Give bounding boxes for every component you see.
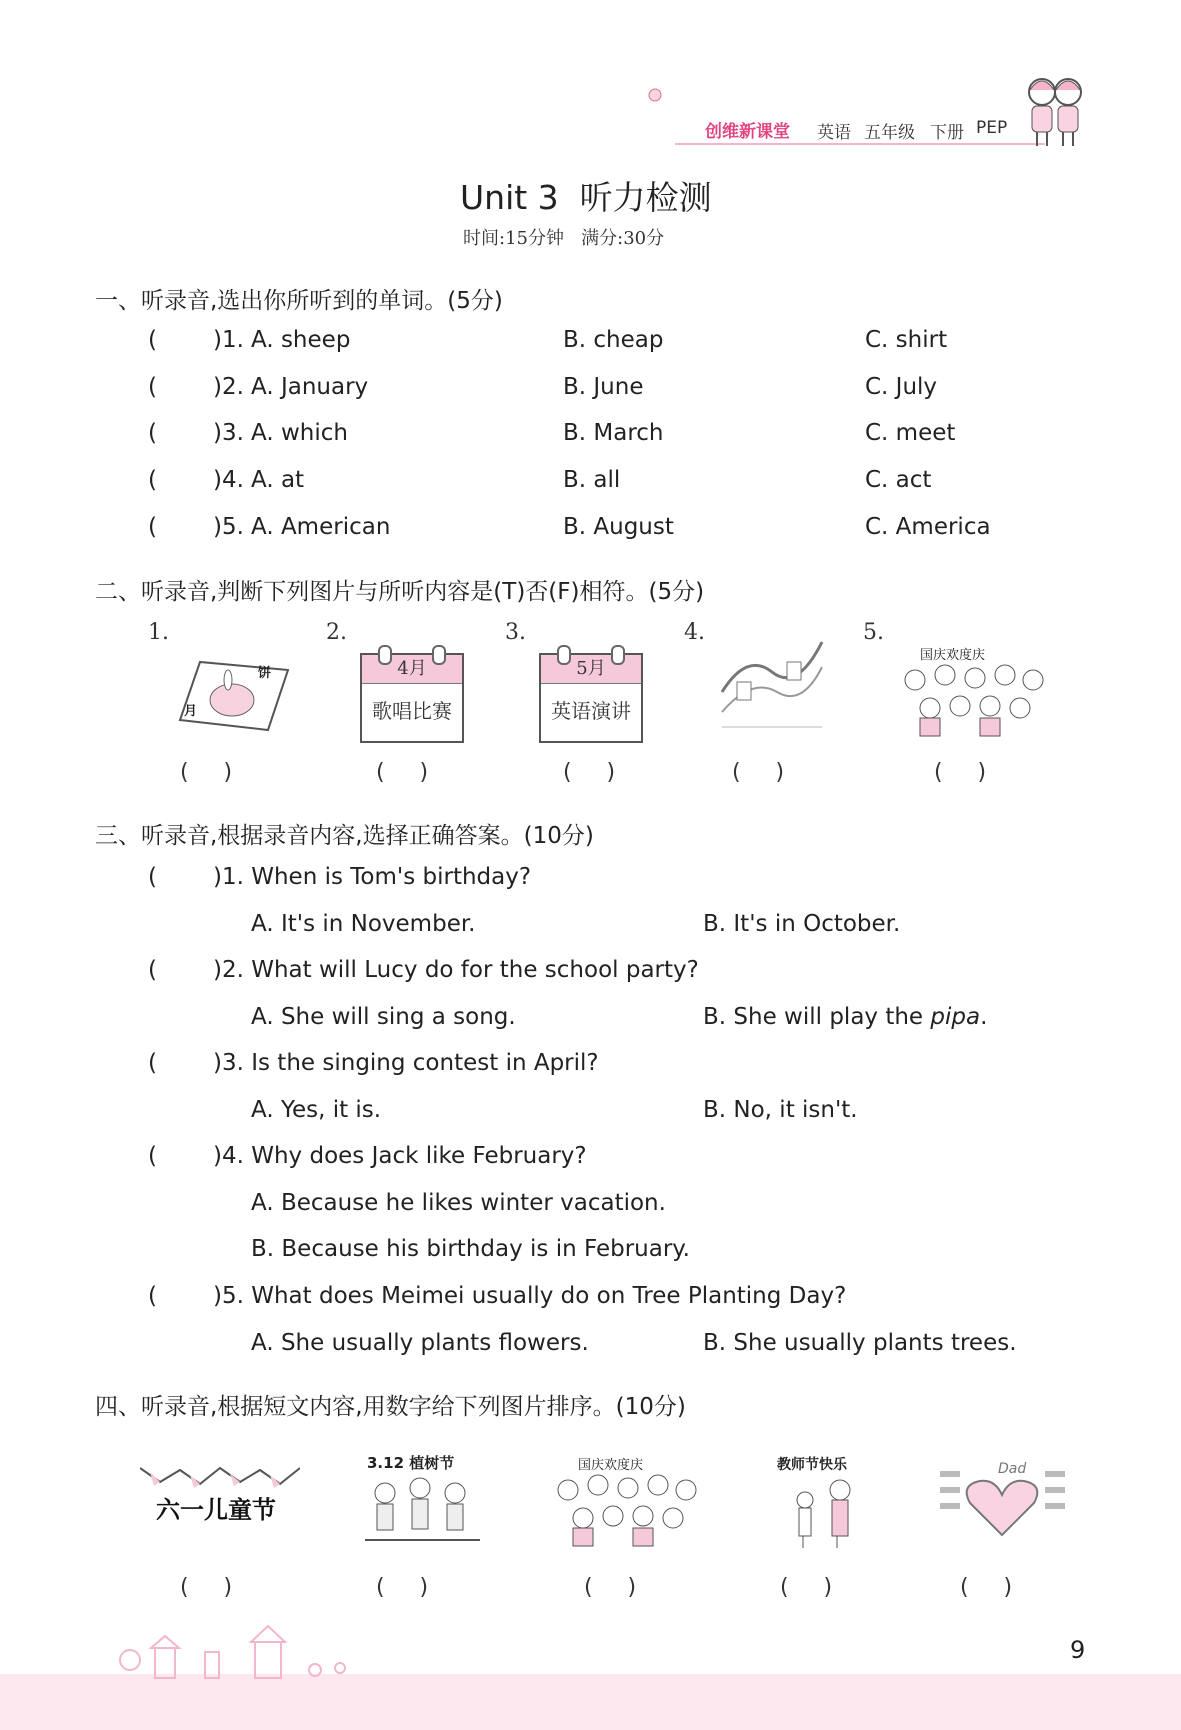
section4-heading: 四、听录音,根据短文内容,用数字给下列图片排序。(10分) xyxy=(95,1394,686,1420)
s1-q4-option-a: A. at xyxy=(251,467,305,493)
s3-q1-option-a: A. It's in November. xyxy=(251,911,476,937)
section2-heading: 二、听录音,判断下列图片与所听内容是(T)否(F)相符。(5分) xyxy=(95,579,705,605)
calendar-month: 5月 xyxy=(541,655,641,684)
s3-q2-option-b-end: . xyxy=(980,1004,988,1030)
page-number: 9 xyxy=(1070,1636,1086,1664)
flower-deco-icon xyxy=(644,86,666,104)
s1-q2-option-b: B. June xyxy=(563,374,644,400)
teachers-day-picture xyxy=(775,1450,875,1550)
s4-answer-paren-1[interactable]: ( ) xyxy=(180,1575,233,1600)
s4-answer-paren-4[interactable]: ( ) xyxy=(780,1575,833,1600)
s2-answer-paren-1[interactable]: ( ) xyxy=(180,760,233,785)
s3-q3-option-a: A. Yes, it is. xyxy=(251,1097,382,1123)
s1-q2-option-a: A. January xyxy=(251,374,369,400)
s1-q5-option-c: C. America xyxy=(865,514,991,540)
volume-label: 下册 xyxy=(930,123,964,143)
s2-pic2-number: 2. xyxy=(326,620,347,645)
s1-q2-num: )2. xyxy=(213,374,244,400)
subject-label: 英语 xyxy=(817,123,851,143)
s1-q5-option-a: A. American xyxy=(251,514,391,540)
kids-mascot-icon xyxy=(1022,70,1088,150)
time-score-info: 时间:15分钟 满分:30分 xyxy=(463,228,665,249)
teacher-student-icon xyxy=(775,1450,875,1550)
s1-q3-option-c: C. meet xyxy=(865,420,956,446)
s3-q2-option-b-text: B. She will play the xyxy=(703,1004,931,1030)
grade-label: 五年级 xyxy=(864,123,915,143)
brand-name: 创维新课堂 xyxy=(705,122,790,142)
s2-answer-paren-5[interactable]: ( ) xyxy=(934,760,987,785)
answer-paren[interactable]: ( xyxy=(148,1283,157,1309)
ring-icon xyxy=(611,645,625,665)
answer-paren[interactable]: ( xyxy=(148,1050,157,1076)
answer-paren[interactable]: ( xyxy=(148,1143,157,1169)
s3-q4-option-a: A. Because he likes winter vacation. xyxy=(251,1190,666,1216)
calendar-april xyxy=(360,653,464,743)
national-day-picture-2 xyxy=(548,1450,703,1548)
childrens-day-picture xyxy=(140,1460,300,1545)
children-group-icon xyxy=(895,640,1050,738)
childrens-day-title: 六一儿童节 xyxy=(156,1496,276,1524)
great-wall-icon xyxy=(717,632,827,732)
section3-heading: 三、听录音,根据录音内容,选择正确答案。(10分) xyxy=(95,823,594,849)
tree-planting-title: 3.12 植树节 xyxy=(367,1454,455,1472)
mooncake-picture xyxy=(170,650,290,735)
s2-pic1-number: 1. xyxy=(148,620,169,645)
s2-pic4-number: 4. xyxy=(684,620,705,645)
s2-answer-paren-4[interactable]: ( ) xyxy=(732,760,785,785)
fathers-day-picture xyxy=(940,1461,1065,1545)
s3-q4-option-b: B. Because his birthday is in February. xyxy=(251,1236,690,1262)
s3-q3-option-b: B. No, it isn't. xyxy=(703,1097,858,1123)
teachers-day-title: 教师节快乐 xyxy=(777,1457,847,1473)
heart-hands-icon xyxy=(940,1465,1065,1545)
s1-q1-option-a: A. sheep xyxy=(251,327,351,353)
s1-q4-option-c: C. act xyxy=(865,467,932,493)
s3-q5-question: )5. What does Meimei usually do on Tree Planting Day? xyxy=(213,1283,847,1309)
banner-text-2: 国庆欢度庆 xyxy=(578,1458,644,1473)
calendar-event: 歌唱比赛 xyxy=(372,699,452,723)
s1-q2-option-c: C. July xyxy=(865,374,938,400)
planting-kids-icon xyxy=(355,1448,490,1548)
town-deco-icon xyxy=(115,1620,355,1680)
s1-q3-option-a: A. which xyxy=(251,420,348,446)
s2-pic3-number: 3. xyxy=(505,620,526,645)
s1-q4-option-b: B. all xyxy=(563,467,621,493)
s1-q3-num: )3. xyxy=(213,420,244,446)
footer-band xyxy=(0,1674,1181,1730)
calendar-may xyxy=(539,653,643,743)
national-day-picture xyxy=(895,640,1050,738)
s3-q4-question: )4. Why does Jack like February? xyxy=(213,1143,587,1169)
s3-q1-question: )1. When is Tom's birthday? xyxy=(213,864,532,890)
section1-heading: 一、听录音,选出你所听到的单词。(5分) xyxy=(95,288,503,314)
s1-q4-num: )4. xyxy=(213,467,244,493)
answer-paren[interactable]: ( xyxy=(148,957,157,983)
calendar-month: 4月 xyxy=(362,655,462,684)
s4-answer-paren-5[interactable]: ( ) xyxy=(960,1575,1013,1600)
children-group-icon xyxy=(548,1450,703,1548)
s1-q5-num: )5. xyxy=(213,514,244,540)
s1-q5-option-b: B. August xyxy=(563,514,674,540)
mooncake-icon xyxy=(170,650,290,735)
s2-answer-paren-2[interactable]: ( ) xyxy=(376,760,429,785)
s1-q3-option-b: B. March xyxy=(563,420,664,446)
calendar-event: 英语演讲 xyxy=(551,699,631,723)
dad-label: Dad xyxy=(998,1461,1027,1477)
s1-q1-option-b: B. cheap xyxy=(563,327,664,353)
page-title: Unit 3 听力检测 xyxy=(460,178,712,217)
s3-q2-option-b xyxy=(703,1004,987,1030)
s3-q5-option-b: B. She usually plants trees. xyxy=(703,1330,1017,1356)
s3-q2-option-a: A. She will sing a song. xyxy=(251,1004,516,1030)
answer-paren[interactable]: ( xyxy=(148,467,157,493)
s3-q1-option-b: B. It's in October. xyxy=(703,911,901,937)
s1-q1-option-c: C. shirt xyxy=(865,327,948,353)
mooncake-right-label: 饼 xyxy=(258,666,272,681)
mooncake-left-label: 月 xyxy=(184,704,198,719)
edition-label: PEP xyxy=(976,118,1008,138)
tree-planting-picture xyxy=(355,1448,490,1548)
s2-pic5-number: 5. xyxy=(863,620,884,645)
s4-answer-paren-2[interactable]: ( ) xyxy=(376,1575,429,1600)
ring-icon xyxy=(432,645,446,665)
s3-q3-question: )3. Is the singing contest in April? xyxy=(213,1050,599,1076)
answer-paren[interactable]: ( xyxy=(148,327,157,353)
answer-paren[interactable]: ( xyxy=(148,374,157,400)
s4-answer-paren-3[interactable]: ( ) xyxy=(584,1575,637,1600)
s2-answer-paren-3[interactable]: ( ) xyxy=(563,760,616,785)
s3-q2-question: )2. What will Lucy do for the school party? xyxy=(213,957,699,983)
ring-icon xyxy=(378,645,392,665)
ring-icon xyxy=(557,645,571,665)
banner-text: 国庆欢度庆 xyxy=(920,648,986,663)
s3-q5-option-a: A. She usually plants flowers. xyxy=(251,1330,589,1356)
header-rule xyxy=(675,143,1045,145)
answer-paren[interactable]: ( xyxy=(148,514,157,540)
answer-paren[interactable]: ( xyxy=(148,420,157,446)
answer-paren[interactable]: ( xyxy=(148,864,157,890)
s1-q1-num: )1. xyxy=(213,327,244,353)
s3-q2-option-b-italic: pipa xyxy=(930,1004,981,1030)
